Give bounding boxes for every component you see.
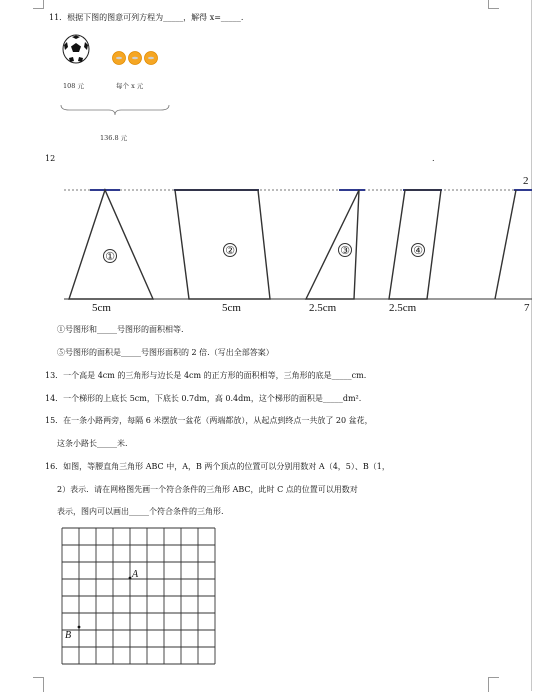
question-13-text: 13．一个高是 4cm 的三角形与边长是 4cm 的正方形的面积相等，三角形的底是_____cm. xyxy=(45,371,367,380)
question-14-text: 14．一个梯形的上底长 5cm，下底长 0.7dm，高 0.4dm，这个梯形的面积是_____dm². xyxy=(45,394,362,403)
shape-1-number: ① xyxy=(105,250,115,263)
crop-mark-top-right xyxy=(488,0,499,9)
ball-price-label: 108 元 xyxy=(63,82,84,90)
shape-2-number: ② xyxy=(225,244,235,257)
top-right-edge-label: 2 xyxy=(523,175,529,187)
question-12-line-2: ⑤号图形的面积是_____号图形面积的 2 倍.（写出全部答案） xyxy=(57,348,274,357)
crop-mark-bottom-right xyxy=(488,677,499,692)
shapes-figure xyxy=(58,180,532,312)
shape-1-base-label: 5cm xyxy=(92,302,111,314)
shape-1-triangle xyxy=(69,190,153,299)
question-15-line-1: 15．在一条小路两旁，每隔 6 米摆放一盆花（两端都放），从起点到终点一共放了 20 盆花， xyxy=(45,416,373,425)
shape-4-base-label: 2.5cm xyxy=(389,302,417,314)
point-b-label: B xyxy=(65,630,72,641)
question-16-line-1: 16．如图，等腰直角三角形 ABC 中，A，B 两个顶点的位置可以分别用数对 A（4，5）、B（1， xyxy=(45,462,390,471)
question-12-dot: . xyxy=(432,154,435,163)
each-price-label: 每个 x 元 xyxy=(116,82,144,90)
shape-3-base-label: 2.5cm xyxy=(309,302,337,314)
total-brace xyxy=(59,102,171,118)
crop-mark-top-left xyxy=(33,0,44,9)
shape-5-partial xyxy=(495,190,532,299)
shape-2-base-label: 5cm xyxy=(222,302,241,314)
question-12-line-1: ①号图形和_____号图形的面积相等. xyxy=(57,325,184,334)
question-16-line-3: 表示，图内可以画出_____个符合条件的三角形. xyxy=(57,507,224,516)
shape-3-number: ③ xyxy=(340,244,350,257)
page-right-edge xyxy=(531,0,532,691)
crop-mark-bottom-left xyxy=(33,677,44,692)
shape-2-trapezoid xyxy=(174,190,270,299)
ping-pong-balls-icon xyxy=(111,50,161,68)
total-price-label: 136.8 元 xyxy=(100,134,128,142)
soccer-ball-icon xyxy=(62,34,90,64)
shape-3-triangle xyxy=(306,190,365,299)
question-15-line-2: 这条小路长_____米. xyxy=(57,439,128,448)
point-a-label: A xyxy=(132,569,139,580)
question-16-line-2: 2）表示．请在网格图先画一个符合条件的三角形 ABC，此时 C 点的位置可以用数对 xyxy=(57,485,358,494)
shape-5-base-label: 7 xyxy=(524,302,530,314)
shape-4-number: ④ xyxy=(413,244,423,257)
question-12-number: 12 xyxy=(45,154,56,163)
question-11-text: 11．根据下图的图意可列方程为_____，解得 x=_____. xyxy=(49,13,244,22)
coordinate-grid xyxy=(60,526,220,668)
